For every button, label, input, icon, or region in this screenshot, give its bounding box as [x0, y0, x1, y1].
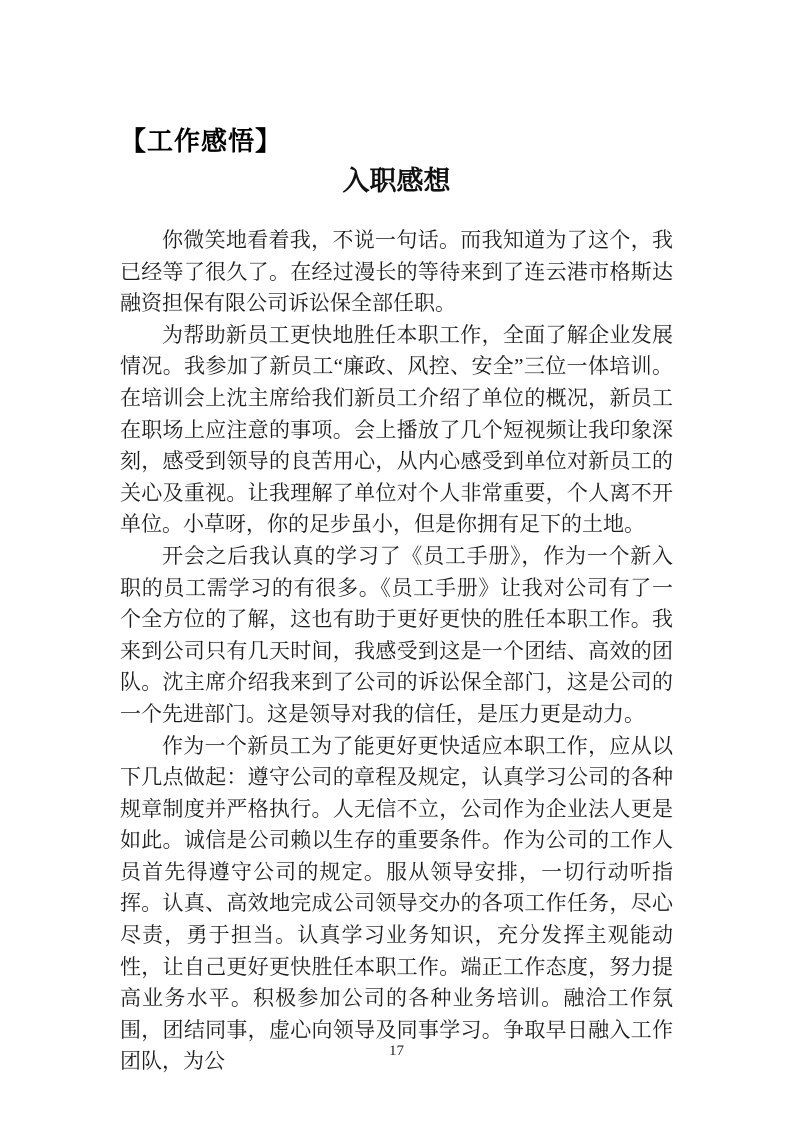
page-content	[120, 126, 673, 1078]
page-title: 入职感想	[342, 166, 451, 196]
paragraph-commitments: 作为一个新员工为了能更好更快适应本职工作，应从以下几点做起：遵守公司的章程及规定，认真学习公司的各种规章制度并严格执行。人无信不立，公司作为企业法人更是如此。诚信是公司赖以生存的重要条件。作为公司的工作人员首先得遵守公司的规定。服从领导安排，一切行动听指挥。认真、高效地完成公司领导交办的各项工作任务，尽心尽责，勇于担当。认真学习业务知识，充分发挥主观能动性，让自己更好更快胜任本职工作。端正工作态度，努力提高业务水平。积极参加公司的各种业务培训。融洽工作氛围，团结同事，虚心向领导及同事学习。争取早日融入工作团队，为公	[120, 733, 673, 1074]
paragraph-training: 为帮助新员工更快地胜任本职工作，全面了解企业发展情况。我参加了新员工“廉政、风控、安全”三位一体培训。在培训会上沈主席给我们新员工介绍了单位的概况，新员工在职场上应注意的事项。会上播放了几个短视频让我印象深刻，感受到领导的良苦用心，从内心感受到单位对新员工的关心及重视。让我理解了单位对个人非常重要，个人离不开单位。小草呀，你的足步虽小，但是你拥有足下的土地。	[120, 322, 673, 537]
section-header: 【工作感悟】	[120, 127, 283, 156]
page-number: 17	[389, 1043, 404, 1059]
paragraph-intro: 你微笑地看着我，不说一句话。而我知道为了这个，我已经等了很久了。在经过漫长的等待来到了连云港市格斯达融资担保有限公司诉讼保全部任职。	[120, 228, 673, 316]
paragraph-handbook: 开会之后我认真的学习了《员工手册》，作为一个新入职的员工需学习的有很多。《员工手册》让我对公司有了一个全方位的了解，这也有助于更好更快的胜任本职工作。我来到公司只有几天时间，我感受到这是一个团结、高效的团队。沈主席介绍我来到了公司的诉讼保全部门，这是公司的一个先进部门。这是领导对我的信任，是压力更是动力。	[120, 543, 673, 726]
